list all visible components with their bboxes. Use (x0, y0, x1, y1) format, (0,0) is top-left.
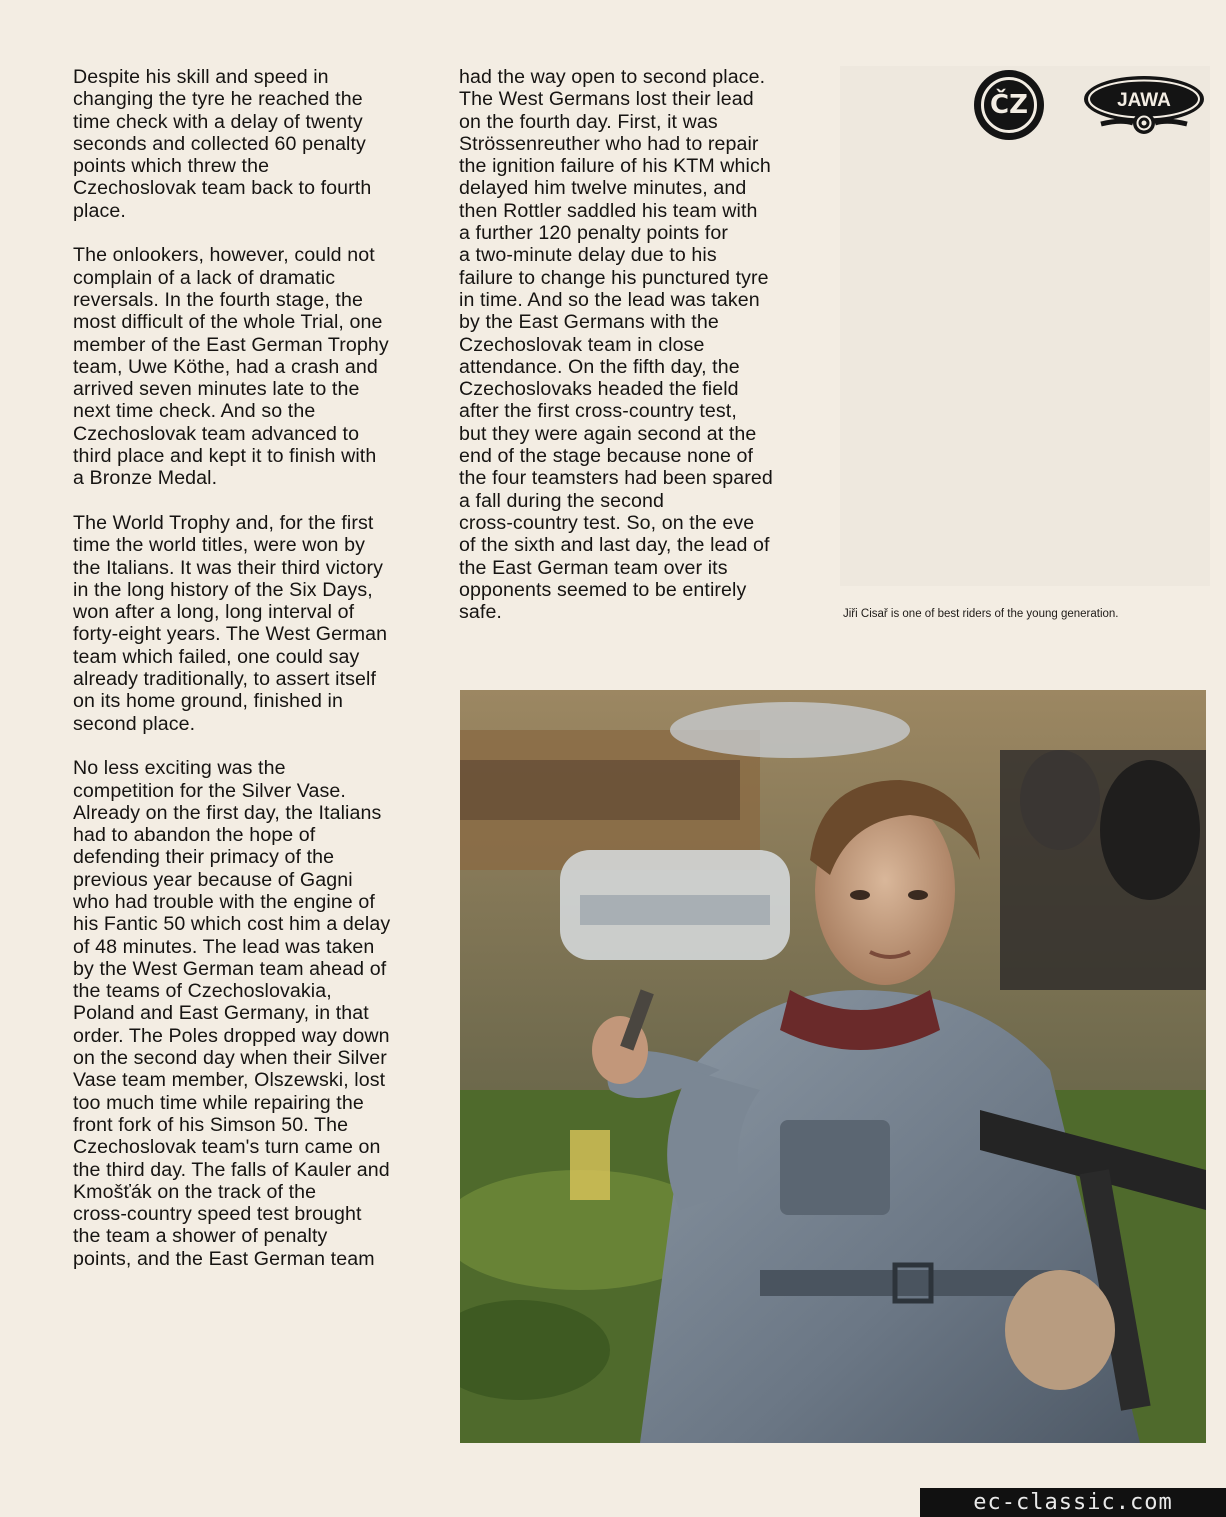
rider-photo-illustration (460, 690, 1206, 1443)
photo-caption: Jiři Cisař is one of best riders of the young generation. (843, 608, 1119, 620)
paragraph: had the way open to second place. The West Germans lost their lead on the fourth day. First, it was Strössenreuther who had to repair the ignition failure of his KTM which delayed him twelve minutes, and then Rottler saddled his team with a further 120 penalty points for a two-minute delay due to his failure to change his punctured tyre in time. And so the lead was taken by the East Germans with the Czechoslovak team in close attendance. On the fifth day, the Czechoslovaks headed the field after the first cross-country test, but they were again second at the end of the stage because none of the four teamsters had been spared a fall during the second cross-country test. So, on the eve of the sixth and last day, the lead of the East German team over its opponents seemed to be entirely safe. (459, 66, 773, 624)
paragraph: The World Trophy and, for the first time the world titles, were won by the Italians. It was their third victory in the long history of the Six Days, won after a long, long interval of forty-eight years. The West German team which failed, one could say already traditionally, to assert itself on its home ground, finished in second place. (73, 511, 388, 735)
text-column-middle (459, 66, 829, 646)
paragraph: The onlookers, however, could not complain of a lack of dramatic reversals. In the fourth stage, the most difficult of the whole Trial, one member of the East German Trophy team, Uwe Köthe, had a crash and arrived seven minutes late to the next time check. And so the Czechoslovak team advanced to third place and kept it to finish with a Bronze Medal. (73, 244, 389, 490)
bleed-through-block (840, 66, 1210, 586)
cz-logo-text: ČZ (990, 90, 1028, 120)
text-column-left (73, 66, 448, 1292)
paragraph: Despite his skill and speed in changing the tyre he reached the time check with a delay of twenty seconds and collected 60 penalty points which threw the Czechoslovak team back to fourth place. (73, 66, 372, 222)
jawa-logo (1081, 72, 1207, 136)
jawa-logo-text: JAWA (1117, 90, 1171, 111)
cz-logo (974, 70, 1044, 140)
site-watermark: ec-classic.com (920, 1488, 1226, 1517)
rider-photo (460, 690, 1206, 1443)
jawa-logo-emblem (1081, 72, 1207, 136)
paragraph: No less exciting was the competition for the Silver Vase. Already on the first day, the Italians had to abandon the hope of defending their primacy of the previous year because of Gagni who had trouble with the engine of his Fantic 50 which cost him a delay of 48 minutes. The lead was taken by the West German team ahead of the teams of Czechoslovakia, Poland and East Germany, in that order. The Poles dropped way down on the second day when their Silver Vase team member, Olszewski, lost too much time while repairing the front fork of his Simson 50. The Czechoslovak team's turn came on the third day. The falls of Kauler and Kmošťák on the track of the cross-country speed test brought the team a shower of penalty points, and the East German team (73, 757, 391, 1270)
